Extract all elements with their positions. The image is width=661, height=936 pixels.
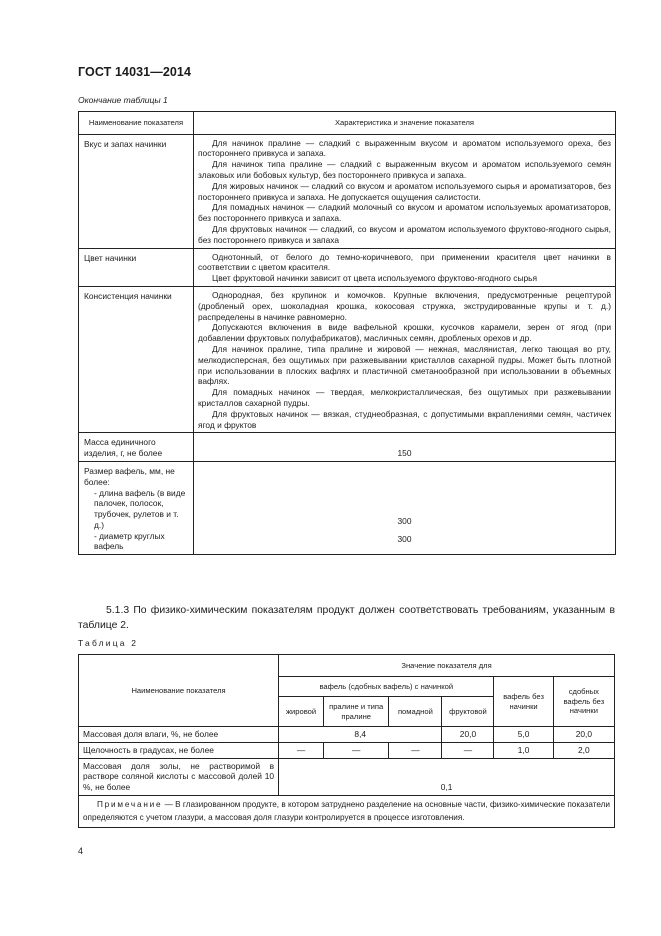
- cell: 0,1: [279, 758, 615, 795]
- paragraph: Для фруктовых начинок — вязкая, студнеобразная, с допустимыми вкраплениями семян, частичек ягод и фруктов: [198, 408, 611, 430]
- table-row: [79, 286, 616, 432]
- table-row: [79, 433, 616, 462]
- row-name: Масса единичного изделия, г, не более: [79, 433, 194, 462]
- table-row: [79, 248, 616, 286]
- table-row: [79, 461, 616, 554]
- paragraph: Однородная, без крупинок и комочков. Крупные включения, предусмотренные рецептурой (дробленый орех, шоколадная крошка, кокосовая стружка, экструдированные крупы и т. д.) распределены в начинке равномерно.: [198, 289, 611, 322]
- paragraph: Для помадных начинок — сладкий молочный со вкусом и ароматом используемых ароматизаторов, без постороннего привкуса и запаха.: [198, 202, 611, 224]
- paragraph: Допускаются включения в виде вафельной крошки, кусочков карамели, зерен от ягод (при добавлении фруктовых полуфабрикатов), масличных семян, дробленых орехов и др.: [198, 322, 611, 344]
- row-value: [194, 461, 616, 554]
- table-row: [79, 758, 615, 795]
- paragraph: Цвет фруктовой начинки зависит от цвета используемого фруктово-ягодного сырья: [212, 273, 538, 284]
- diameter-value: 300: [397, 533, 412, 544]
- table2-col-praline: пралине и типа пралине: [324, 697, 389, 727]
- table2-col-fruit: фруктовой: [442, 697, 494, 727]
- cell: 20,0: [553, 727, 614, 743]
- page-number: 4: [78, 846, 84, 856]
- cell: 20,0: [442, 727, 494, 743]
- paragraph: Однотонный, от белого до темно-коричневого, при применении красителя цвет начинки в соответствии с цветом красителя.: [198, 251, 611, 273]
- row-name: Массовая доля золы, не растворимой в растворе соляной кислоты с массовой долей 10 %, не более: [79, 758, 279, 795]
- cell: —: [389, 742, 442, 758]
- table-2: [78, 654, 615, 828]
- table2-col-no-filling: вафель без начинки: [494, 677, 553, 727]
- table-row: [79, 134, 616, 248]
- row-value: [194, 248, 616, 286]
- table-1: [78, 111, 616, 555]
- paragraph: Для жировых начинок — сладкий со вкусом и ароматом используемого сырья и ароматизаторов, без постороннего привкуса и запаха. Не допускается ощущения салистости.: [198, 180, 611, 202]
- table1-header-row: [79, 112, 616, 135]
- cell: —: [324, 742, 389, 758]
- paragraph: Для начинок пралине, типа пралине и жировой — нежная, маслянистая, легко тающая во рту, мелкодисперсная, без ощутимых при разжевывании кристаллов сахарной пудры. Может быть плотной при использовании в плоских вафлях и пластичной сметанообразной при использовании в объемных вафлях.: [198, 343, 611, 387]
- paragraph: Для начинок пралине — сладкий с выраженным вкусом и ароматом используемого ореха, без постороннего привкуса и запаха.: [198, 137, 611, 159]
- table1-col-name: Наименование показателя: [79, 112, 194, 135]
- paragraph: Для фруктовых начинок — сладкий, со вкусом и ароматом используемого фруктово-ягодного сырья, без постороннего привкуса и запаха: [198, 223, 611, 245]
- diameter-label: - диаметр круглых вафель: [94, 530, 165, 552]
- table2-col-name: Наименование показателя: [79, 655, 279, 727]
- row-name: Консистенция начинки: [79, 286, 194, 432]
- table2-col-rich: сдобных вафель без начинки: [553, 677, 614, 727]
- row-value: [194, 134, 616, 248]
- row-value: [194, 286, 616, 432]
- row-name: [79, 461, 194, 554]
- table2-filled-header: вафель (сдобных вафель) с начинкой: [279, 677, 494, 697]
- cell: 1,0: [494, 742, 553, 758]
- table2-value-header: Значение показателя для: [279, 655, 615, 677]
- row-value: 150: [194, 433, 616, 462]
- table1-col-value: Характеристика и значение показателя: [194, 112, 616, 135]
- row-name: Вкус и запах начинки: [79, 134, 194, 248]
- note-text: — В глазированном продукте, в котором затруднено разделение на основные части, физико-химические показатели определяются с учетом глазури, а массовая доля глазури контролируется в процессе изготовления.: [83, 799, 610, 822]
- paragraph-5-1-3: 5.1.3 По физико-химическим показателям продукт должен соответствовать требованиям, указанным в таблице 2.: [78, 605, 615, 631]
- cell: 2,0: [553, 742, 614, 758]
- note-label: Примечание: [97, 799, 163, 809]
- cell: 8,4: [279, 727, 442, 743]
- table-row: [79, 727, 615, 743]
- paragraph: Для начинок типа пралине — сладкий с выраженным вкусом и ароматом используемого семян злаковых или бобовых культур, без постороннего привкуса и запаха.: [198, 159, 611, 180]
- table-row: [79, 795, 615, 827]
- length-value: 300: [397, 515, 412, 526]
- size-label: Размер вафель, мм, не более:: [84, 465, 175, 487]
- table-row: [79, 742, 615, 758]
- row-name: Массовая доля влаги, %, не более: [79, 727, 279, 743]
- row-name: Цвет начинки: [79, 248, 194, 286]
- cell: —: [442, 742, 494, 758]
- length-label: - длина вафель (в виде палочек, полосок, трубочек, рулетов и т. д.): [94, 487, 186, 530]
- table1-caption: Окончание таблицы 1: [78, 95, 168, 105]
- table2-caption: Таблица 2: [78, 638, 139, 648]
- paragraph: Для помадных начинок — твердая, мелкокристаллическая, без ощутимых при разжевывании кристаллов сахарной пудры.: [198, 387, 611, 408]
- table2-note: [79, 795, 615, 827]
- table2-col-fondant: помадной: [389, 697, 442, 727]
- table2-col-fat: жировой: [279, 697, 324, 727]
- cell: —: [279, 742, 324, 758]
- row-name: Щелочность в градусах, не более: [79, 742, 279, 758]
- cell: 5,0: [494, 727, 553, 743]
- document-title: ГОСТ 14031—2014: [78, 65, 192, 79]
